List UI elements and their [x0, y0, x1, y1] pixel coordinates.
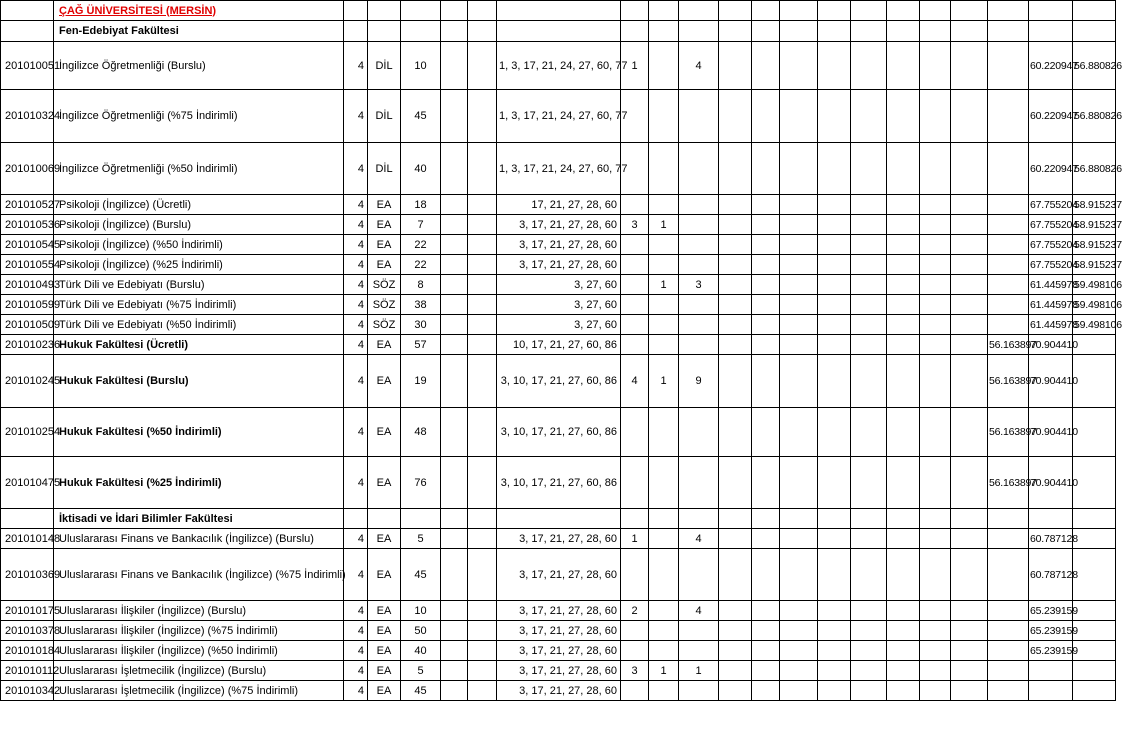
min-score-1	[988, 601, 1029, 621]
table-row	[1, 235, 1116, 255]
score-type: DİL	[368, 143, 401, 195]
extra-quota-b	[649, 457, 679, 509]
conditions: 3, 17, 21, 27, 28, 60	[497, 235, 621, 255]
min-score-2: 61.445978	[1029, 295, 1073, 315]
program-code: 201010527	[1, 195, 54, 215]
program-code: 201010324	[1, 90, 54, 143]
program-name: Hukuk Fakültesi (%25 İndirimli)	[54, 457, 344, 509]
extra-quota-b: 1	[649, 215, 679, 235]
conditions: 3, 27, 60	[497, 315, 621, 335]
extra-quota-c: 4	[679, 42, 719, 90]
extra-quota-b	[649, 549, 679, 601]
conditions: 3, 17, 21, 27, 28, 60	[497, 601, 621, 621]
min-score-3	[1073, 457, 1116, 509]
min-score-1: 56.163897	[988, 335, 1029, 355]
min-score-2: 70.904410	[1029, 355, 1073, 408]
score-type: EA	[368, 681, 401, 701]
extra-quota-c	[679, 195, 719, 215]
conditions: 3, 17, 21, 27, 28, 60	[497, 255, 621, 275]
min-score-1	[988, 42, 1029, 90]
conditions: 3, 10, 17, 21, 27, 60, 86	[497, 408, 621, 457]
min-score-3: 58.915237	[1073, 255, 1116, 275]
min-score-3	[1073, 355, 1116, 408]
extra-quota-c: 4	[679, 601, 719, 621]
extra-quota-a: 3	[621, 661, 649, 681]
min-score-1	[988, 641, 1029, 661]
program-years: 4	[344, 255, 368, 275]
extra-quota-a	[621, 549, 649, 601]
program-code: 201010069	[1, 143, 54, 195]
faculty-name: İktisadi ve İdari Bilimler Fakültesi	[54, 509, 344, 529]
min-score-3	[1073, 549, 1116, 601]
min-score-3: 59.498106	[1073, 315, 1116, 335]
program-name: Türk Dili ve Edebiyatı (Burslu)	[54, 275, 344, 295]
extra-quota-a	[621, 195, 649, 215]
score-type: EA	[368, 408, 401, 457]
min-score-2: 60.220947	[1029, 90, 1073, 143]
quota: 57	[401, 335, 441, 355]
extra-quota-b: 1	[649, 661, 679, 681]
university-title: ÇAĞ ÜNİVERSİTESİ (MERSİN)	[54, 1, 344, 21]
program-years: 4	[344, 90, 368, 143]
conditions: 3, 17, 21, 27, 28, 60	[497, 215, 621, 235]
extra-quota-a	[621, 315, 649, 335]
min-score-3: 56.880826	[1073, 90, 1116, 143]
extra-quota-b	[649, 235, 679, 255]
extra-quota-a: 4	[621, 355, 649, 408]
score-type: EA	[368, 601, 401, 621]
score-type: EA	[368, 195, 401, 215]
extra-quota-b	[649, 621, 679, 641]
table-row	[1, 335, 1116, 355]
table-row	[1, 621, 1116, 641]
program-name: Uluslararası İşletmecilik (İngilizce) (Burslu)	[54, 661, 344, 681]
program-code: 201010184	[1, 641, 54, 661]
min-score-3	[1073, 529, 1116, 549]
min-score-3	[1073, 621, 1116, 641]
score-type: EA	[368, 335, 401, 355]
program-code: 201010175	[1, 601, 54, 621]
program-years: 4	[344, 621, 368, 641]
faculty-section-row	[1, 21, 1116, 42]
program-name: İngilizce Öğretmenliği (Burslu)	[54, 42, 344, 90]
table-row	[1, 143, 1116, 195]
program-years: 4	[344, 457, 368, 509]
table-row	[1, 42, 1116, 90]
extra-quota-b	[649, 641, 679, 661]
extra-quota-a: 1	[621, 42, 649, 90]
table-row	[1, 601, 1116, 621]
program-years: 4	[344, 143, 368, 195]
program-years: 4	[344, 295, 368, 315]
table-row	[1, 315, 1116, 335]
conditions: 3, 17, 21, 27, 28, 60	[497, 661, 621, 681]
program-code: 201010236	[1, 335, 54, 355]
extra-quota-c	[679, 143, 719, 195]
extra-quota-b	[649, 408, 679, 457]
program-code: 201010369	[1, 549, 54, 601]
program-years: 4	[344, 681, 368, 701]
conditions: 3, 27, 60	[497, 295, 621, 315]
table-row	[1, 255, 1116, 275]
min-score-3	[1073, 601, 1116, 621]
min-score-1	[988, 529, 1029, 549]
score-type: DİL	[368, 42, 401, 90]
min-score-3: 56.880826	[1073, 143, 1116, 195]
extra-quota-b	[649, 255, 679, 275]
min-score-3	[1073, 681, 1116, 701]
min-score-3: 58.915237	[1073, 215, 1116, 235]
extra-quota-a	[621, 457, 649, 509]
extra-quota-c	[679, 335, 719, 355]
min-score-2: 67.755204	[1029, 215, 1073, 235]
extra-quota-c	[679, 295, 719, 315]
min-score-2: 65.239159	[1029, 641, 1073, 661]
score-type: EA	[368, 621, 401, 641]
faculty-name: Fen-Edebiyat Fakültesi	[54, 21, 344, 42]
extra-quota-c	[679, 235, 719, 255]
program-name: Hukuk Fakültesi (%50 İndirimli)	[54, 408, 344, 457]
extra-quota-c: 1	[679, 661, 719, 681]
extra-quota-c	[679, 408, 719, 457]
min-score-1	[988, 90, 1029, 143]
min-score-2: 60.787128	[1029, 529, 1073, 549]
program-years: 4	[344, 235, 368, 255]
conditions: 3, 17, 21, 27, 28, 60	[497, 529, 621, 549]
quota: 5	[401, 529, 441, 549]
min-score-1	[988, 315, 1029, 335]
extra-quota-a	[621, 275, 649, 295]
min-score-1	[988, 255, 1029, 275]
min-score-1	[988, 215, 1029, 235]
quota: 19	[401, 355, 441, 408]
min-score-3	[1073, 408, 1116, 457]
conditions: 3, 10, 17, 21, 27, 60, 86	[497, 355, 621, 408]
min-score-2: 67.755204	[1029, 255, 1073, 275]
table-row	[1, 529, 1116, 549]
min-score-3: 59.498106	[1073, 275, 1116, 295]
score-type: EA	[368, 457, 401, 509]
extra-quota-a	[621, 335, 649, 355]
min-score-1	[988, 549, 1029, 601]
program-years: 4	[344, 661, 368, 681]
score-type: DİL	[368, 90, 401, 143]
program-name: Türk Dili ve Edebiyatı (%75 İndirimli)	[54, 295, 344, 315]
score-type: EA	[368, 529, 401, 549]
quota: 22	[401, 255, 441, 275]
min-score-3	[1073, 335, 1116, 355]
extra-quota-a: 3	[621, 215, 649, 235]
extra-quota-a	[621, 621, 649, 641]
quota: 22	[401, 235, 441, 255]
score-type: SÖZ	[368, 275, 401, 295]
score-type: EA	[368, 235, 401, 255]
quota: 48	[401, 408, 441, 457]
quota: 8	[401, 275, 441, 295]
program-name: Hukuk Fakültesi (Burslu)	[54, 355, 344, 408]
score-type: EA	[368, 661, 401, 681]
program-code: 201010254	[1, 408, 54, 457]
extra-quota-b	[649, 295, 679, 315]
program-years: 4	[344, 355, 368, 408]
min-score-1: 56.163897	[988, 457, 1029, 509]
program-years: 4	[344, 641, 368, 661]
program-code: 201010148	[1, 529, 54, 549]
min-score-2: 67.755204	[1029, 235, 1073, 255]
conditions: 3, 17, 21, 27, 28, 60	[497, 681, 621, 701]
table-row	[1, 408, 1116, 457]
program-code: 201010475	[1, 457, 54, 509]
quota: 45	[401, 90, 441, 143]
extra-quota-a	[621, 235, 649, 255]
min-score-1	[988, 143, 1029, 195]
extra-quota-b	[649, 195, 679, 215]
score-type: SÖZ	[368, 295, 401, 315]
program-name: İngilizce Öğretmenliği (%75 İndirimli)	[54, 90, 344, 143]
program-name: Psikoloji (İngilizce) (%25 İndirimli)	[54, 255, 344, 275]
program-years: 4	[344, 195, 368, 215]
min-score-1: 56.163897	[988, 408, 1029, 457]
min-score-1	[988, 275, 1029, 295]
quota: 40	[401, 641, 441, 661]
program-name: Uluslararası İşletmecilik (İngilizce) (%75 İndirimli)	[54, 681, 344, 701]
min-score-2: 70.904410	[1029, 335, 1073, 355]
quota: 18	[401, 195, 441, 215]
conditions: 1, 3, 17, 21, 24, 27, 60, 77	[497, 42, 621, 90]
program-name: Psikoloji (İngilizce) (%50 İndirimli)	[54, 235, 344, 255]
quota: 45	[401, 681, 441, 701]
program-name: Psikoloji (İngilizce) (Burslu)	[54, 215, 344, 235]
min-score-2: 60.220947	[1029, 143, 1073, 195]
program-years: 4	[344, 529, 368, 549]
program-years: 4	[344, 601, 368, 621]
program-name: Uluslararası İlişkiler (İngilizce) (Burslu)	[54, 601, 344, 621]
extra-quota-b	[649, 315, 679, 335]
program-code: 201010509	[1, 315, 54, 335]
score-type: EA	[368, 549, 401, 601]
table-row	[1, 355, 1116, 408]
extra-quota-a	[621, 295, 649, 315]
program-name: Uluslararası Finans ve Bankacılık (İngilizce) (Burslu)	[54, 529, 344, 549]
table-row	[1, 90, 1116, 143]
quota: 40	[401, 143, 441, 195]
min-score-2: 65.239159	[1029, 601, 1073, 621]
conditions: 3, 17, 21, 27, 28, 60	[497, 549, 621, 601]
extra-quota-a	[621, 681, 649, 701]
table-row	[1, 195, 1116, 215]
extra-quota-b: 1	[649, 355, 679, 408]
faculty-section-row	[1, 509, 1116, 529]
min-score-3	[1073, 641, 1116, 661]
extra-quota-b: 1	[649, 275, 679, 295]
program-name: Uluslararası Finans ve Bankacılık (İngilizce) (%75 İndirimli)	[54, 549, 344, 601]
min-score-1	[988, 295, 1029, 315]
min-score-1	[988, 621, 1029, 641]
min-score-2: 60.220947	[1029, 42, 1073, 90]
extra-quota-c	[679, 641, 719, 661]
extra-quota-c: 9	[679, 355, 719, 408]
extra-quota-b	[649, 335, 679, 355]
quota: 7	[401, 215, 441, 235]
program-code: 201010493	[1, 275, 54, 295]
program-years: 4	[344, 42, 368, 90]
quota: 45	[401, 549, 441, 601]
program-years: 4	[344, 215, 368, 235]
min-score-3: 56.880826	[1073, 42, 1116, 90]
score-type: EA	[368, 641, 401, 661]
program-years: 4	[344, 408, 368, 457]
extra-quota-b	[649, 90, 679, 143]
min-score-2: 60.787128	[1029, 549, 1073, 601]
program-years: 4	[344, 315, 368, 335]
program-code: 201010599	[1, 295, 54, 315]
table-row	[1, 681, 1116, 701]
min-score-3	[1073, 661, 1116, 681]
min-score-2	[1029, 681, 1073, 701]
quota: 10	[401, 601, 441, 621]
min-score-2	[1029, 661, 1073, 681]
min-score-2: 61.445978	[1029, 315, 1073, 335]
score-type: EA	[368, 215, 401, 235]
extra-quota-b	[649, 42, 679, 90]
extra-quota-a	[621, 641, 649, 661]
program-code: 201010554	[1, 255, 54, 275]
extra-quota-b	[649, 601, 679, 621]
extra-quota-b	[649, 143, 679, 195]
extra-quota-c	[679, 621, 719, 641]
program-name: Psikoloji (İngilizce) (Ücretli)	[54, 195, 344, 215]
program-code: 201010051	[1, 42, 54, 90]
extra-quota-c	[679, 315, 719, 335]
program-name: İngilizce Öğretmenliği (%50 İndirimli)	[54, 143, 344, 195]
quota: 50	[401, 621, 441, 641]
quota: 76	[401, 457, 441, 509]
min-score-2: 67.755204	[1029, 195, 1073, 215]
extra-quota-b	[649, 681, 679, 701]
extra-quota-c	[679, 90, 719, 143]
program-code: 201010536	[1, 215, 54, 235]
min-score-1: 56.163897	[988, 355, 1029, 408]
conditions: 1, 3, 17, 21, 24, 27, 60, 77	[497, 90, 621, 143]
university-title-row	[1, 1, 1116, 21]
extra-quota-c	[679, 681, 719, 701]
program-years: 4	[344, 549, 368, 601]
extra-quota-c	[679, 255, 719, 275]
min-score-2: 65.239159	[1029, 621, 1073, 641]
min-score-1	[988, 235, 1029, 255]
program-name: Uluslararası İlişkiler (İngilizce) (%50 İndirimli)	[54, 641, 344, 661]
min-score-3: 58.915237	[1073, 235, 1116, 255]
conditions: 3, 17, 21, 27, 28, 60	[497, 641, 621, 661]
score-type: EA	[368, 355, 401, 408]
program-code: 201010342	[1, 681, 54, 701]
conditions: 17, 21, 27, 28, 60	[497, 195, 621, 215]
extra-quota-c	[679, 215, 719, 235]
quota: 30	[401, 315, 441, 335]
table-row	[1, 641, 1116, 661]
conditions: 3, 10, 17, 21, 27, 60, 86	[497, 457, 621, 509]
program-code: 201010378	[1, 621, 54, 641]
program-name: Hukuk Fakültesi (Ücretli)	[54, 335, 344, 355]
min-score-2: 70.904410	[1029, 457, 1073, 509]
min-score-2: 61.445978	[1029, 275, 1073, 295]
extra-quota-a: 1	[621, 529, 649, 549]
quota: 5	[401, 661, 441, 681]
table-row	[1, 457, 1116, 509]
quota: 38	[401, 295, 441, 315]
table-row	[1, 661, 1116, 681]
conditions: 1, 3, 17, 21, 24, 27, 60, 77	[497, 143, 621, 195]
conditions: 10, 17, 21, 27, 60, 86	[497, 335, 621, 355]
table-row	[1, 215, 1116, 235]
min-score-3: 59.498106	[1073, 295, 1116, 315]
min-score-1	[988, 661, 1029, 681]
program-code: 201010545	[1, 235, 54, 255]
program-name: Türk Dili ve Edebiyatı (%50 İndirimli)	[54, 315, 344, 335]
extra-quota-b	[649, 529, 679, 549]
program-name: Uluslararası İlişkiler (İngilizce) (%75 İndirimli)	[54, 621, 344, 641]
conditions: 3, 17, 21, 27, 28, 60	[497, 621, 621, 641]
program-years: 4	[344, 275, 368, 295]
program-code: 201010245	[1, 355, 54, 408]
table-row	[1, 549, 1116, 601]
extra-quota-a	[621, 408, 649, 457]
min-score-1	[988, 681, 1029, 701]
table-row	[1, 295, 1116, 315]
extra-quota-c: 4	[679, 529, 719, 549]
min-score-1	[988, 195, 1029, 215]
extra-quota-c: 3	[679, 275, 719, 295]
quota: 10	[401, 42, 441, 90]
extra-quota-a	[621, 255, 649, 275]
extra-quota-a: 2	[621, 601, 649, 621]
extra-quota-c	[679, 457, 719, 509]
extra-quota-c	[679, 549, 719, 601]
min-score-2: 70.904410	[1029, 408, 1073, 457]
program-years: 4	[344, 335, 368, 355]
program-code: 201010112	[1, 661, 54, 681]
table-row	[1, 275, 1116, 295]
score-type: EA	[368, 255, 401, 275]
score-type: SÖZ	[368, 315, 401, 335]
conditions: 3, 27, 60	[497, 275, 621, 295]
min-score-3: 58.915237	[1073, 195, 1116, 215]
